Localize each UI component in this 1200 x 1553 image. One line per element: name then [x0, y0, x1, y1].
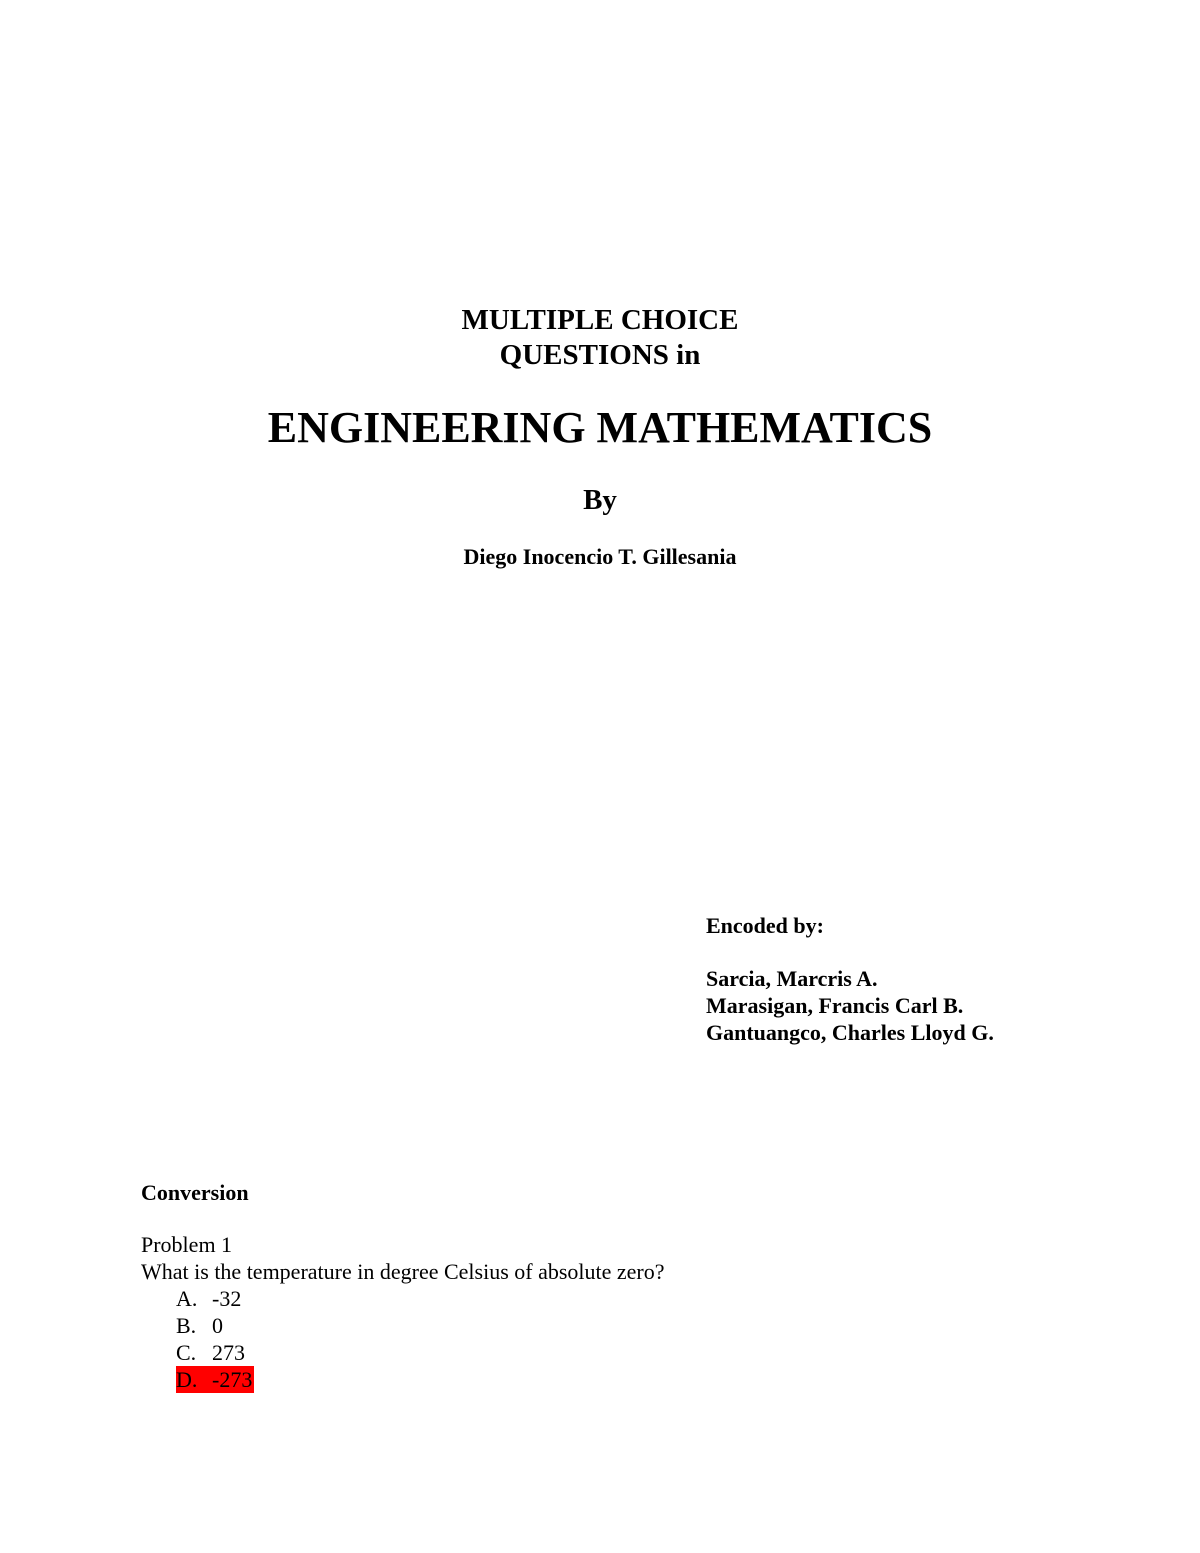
encoded-by-block	[706, 912, 994, 1046]
encoded-by-label: Encoded by:	[706, 913, 824, 938]
choice-letter: D.	[176, 1367, 198, 1392]
problem-label: Problem 1	[141, 1232, 233, 1257]
choice-value: -273	[212, 1367, 253, 1392]
problem-block	[141, 1231, 665, 1393]
answer-highlight	[176, 1366, 254, 1393]
encoder-name: Gantuangco, Charles Lloyd G.	[706, 1020, 994, 1045]
choice-value: 273	[212, 1340, 245, 1365]
problem-question: What is the temperature in degree Celsius of absolute zero?	[141, 1259, 665, 1284]
encoder-name: Marasigan, Francis Carl B.	[706, 993, 964, 1018]
title-line-2: QUESTIONS in	[499, 339, 701, 371]
choice-letter: A.	[176, 1286, 198, 1311]
choice-item	[176, 1312, 665, 1339]
encoder-name: Sarcia, Marcris A.	[706, 966, 878, 991]
main-title: ENGINEERING MATHEMATICS	[267, 403, 933, 452]
choice-list	[141, 1285, 665, 1393]
choice-letter: B.	[176, 1313, 197, 1338]
by-label: By	[583, 484, 617, 516]
choice-item	[176, 1339, 665, 1366]
choice-item-answer	[176, 1366, 665, 1393]
author-name: Diego Inocencio T. Gillesania	[463, 544, 737, 569]
section-heading: Conversion	[141, 1180, 249, 1205]
choice-value: 0	[212, 1313, 223, 1338]
choice-letter: C.	[176, 1340, 197, 1365]
choice-item	[176, 1285, 665, 1312]
choice-value: -32	[212, 1286, 242, 1311]
title-line-1: MULTIPLE CHOICE	[461, 304, 739, 336]
